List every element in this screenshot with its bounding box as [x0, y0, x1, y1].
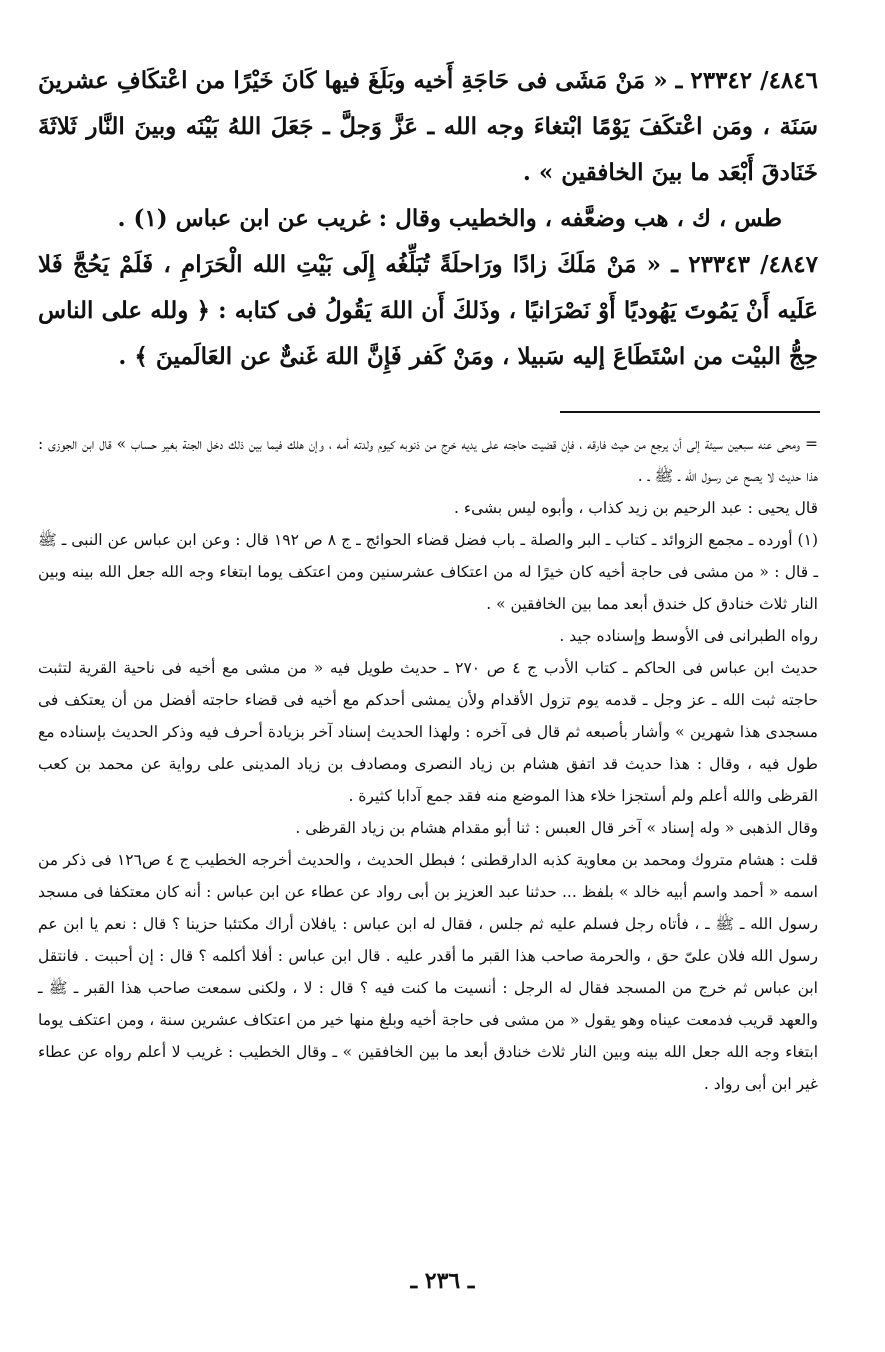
hadith-number: ٤٨٤٦/ ٢٣٣٤٢ — [690, 67, 818, 94]
footnote-paragraph: رواه الطبرانى فى الأوسط وإسناده جيد . — [559, 627, 818, 645]
main-text — [38, 58, 818, 380]
footnote-paragraph: قلت : هشام متروك ومحمد بن معاوية كذبه الدارقطنى ؛ فبطل الحديث ، والحديث أخرجه الخطيب ج ٤ ص١٢٦ فى ذكر من اسمه « أحمد واسم أبيه خالد » بلفظ ... حدثنا عبد العزيز بن أبى رواد عن عطاء عن ابن عباس : أنه كان معتكفا فى مسجد رسول الله ـ ﷺ ـ ، فأتاه رجل فسلم عليه ثم جلس ، فقال له ابن عباس : يافلان أراك مكتئبا حزينا ؟ قال : نعم يا ابن عم رسول الله فلان علىّ حق ، والحرمة صاحب هذا القبر ما أقدر عليه . قال ابن عباس : أفلا أكلمه ؟ قال : إن أحببت . فانتقل ابن عباس ثم خرج من المسجد فقال له الرجل : أنسيت ما كنت فيه ؟ قال : لا ، ولكنى سمعت صاحب هذا القبر ـ ﷺ ـ والعهد قريب فدمعت عيناه وهو يقول « من مشى فى حاجة أخيه وبلغ منها خير من اعتكاف عشرين سنة ، ومن اعتكف يوما ابتغاء وجه الله جعل الله بينه وبين النار ثلاث خنادق أبعد ما بين الخافقين » ـ وقال الخطيب : غريب لا أعلم رواه عن عطاء غير ابن أبى رواد . — [38, 851, 819, 1093]
footnote-paragraph: قال يحيى : عبد الرحيم بن زيد كذاب ، وأبوه ليس بشىء . — [453, 499, 818, 517]
hadith-number: ٤٨٤٧/ ٢٣٣٤٣ — [688, 251, 818, 278]
page-number: ـ ٢٣٦ ـ — [410, 1268, 475, 1294]
hadith-text: ـ « مَنْ مَلَكَ زادًا ورَاحلَةً تُبَلِّغُه إِلَى بَيْتِ الله الْحَرَامِ ، فَلَمْ يَحُجَّ فَلا عَلَيه أَنْ يَمُوتَ يَهُوديًا أَوْ نَصْرَانيًا ، وذَلكَ أَن اللهَ يَقُولُ فى كتابه : ﴿ ولله على الناس حِجُّ البيْت من اسْتَطَاعَ إليه سَبيلا ، ومَنْ كَفر فَإِنَّ اللهَ غَنىٌّ عن العَالَمينَ ﴾ . — [38, 251, 818, 370]
footnote-paragraph: (١) أورده ـ مجمع الزوائد ـ كتاب ـ البر والصلة ـ باب فضل قضاء الحوائج ـ ج ٨ ص ١٩٢ قال : وعن ابن عباس عن النبى ـ ﷺ ـ قال : « من مشى فى حاجة أخيه كان خيرًا له من اعتكاف عشرسنين ومن اعتكف يوما ابتغاء وجه الله جعل الله بينه وبين النار ثلاث خنادق كل خندق أبعد مما بين الخافقين » . — [38, 531, 818, 613]
hadith-4847 — [38, 242, 818, 380]
hadith-4846 — [38, 58, 818, 196]
footnote-paragraph: حديث ابن عباس فى الحاكم ـ كتاب الأدب ج ٤ ص ٢٧٠ ـ حديث طويل فيه « من مشى مع أخيه فى ناحية القرية لتثبت حاجته ثبت الله ـ عز وجل ـ قدمه يوم تزول الأقدام ولأن يمشى أحدكم مع أخيه فى قضاء حاجته أفضل من أن يعتكف فى مسجدى هذا شهرين » وأشار بأصبعه ثم قال فى آخره : ولهذا الحديث إسناد آخر بزيادة أحرف فيه وذكر الحديث بإسناده مع طول فيه ، وقال : هذا حديث قد اتفق هشام بن زياد النصرى ومصادف بن زياد المدينى على رواية عن محمد بن كعب القرظى والله أعلم ولم أستجزا خلاء هذا الموضع منه فقد جمع آدابا كثيرة . — [38, 659, 819, 805]
source-line: طس ، ك ، هب وضعَّفه ، والخطيب وقال : غريب عن ابن عباس (١) . — [117, 205, 782, 232]
footnote-divider — [560, 411, 820, 413]
footnote-paragraph: = ومحى عنه سبعين سيئة إلى أن يرجع من حيث فارقه ، فإن قضيت حاجته على يديه خرج من ذنوبه كيوم ولدته أمه ، وإن هلك فيما بين ذلك دخل الجنة بغير حساب » قال ابن الجوزى : هذا حديث لا يصح عن رسول الله ـ ﷺ ـ . — [38, 435, 818, 485]
footnote-paragraph: وقال الذهبى « وله إسناد » آخر قال العبس : ثنا أبو مقدام هشام بن زياد القرظى . — [295, 819, 818, 837]
footnotes — [38, 428, 818, 1100]
hadith-text: ـ « مَنْ مَشَى فى حَاجَةِ أَخيه وبَلَغَ فيها كَانَ خَيْرًا من اعْتكَافِ عشرينَ سَنَة ، ومَن اعْتكَفَ يَوْمًا ابْتغاءَ وجه الله ـ عَزَّ وَجلَّ ـ جَعَلَ اللهُ بَيْنَه وبينَ النَّار ثَلاثَةَ خَنَادقَ أَبْعَد ما بينَ الخافقين » . — [38, 67, 818, 186]
